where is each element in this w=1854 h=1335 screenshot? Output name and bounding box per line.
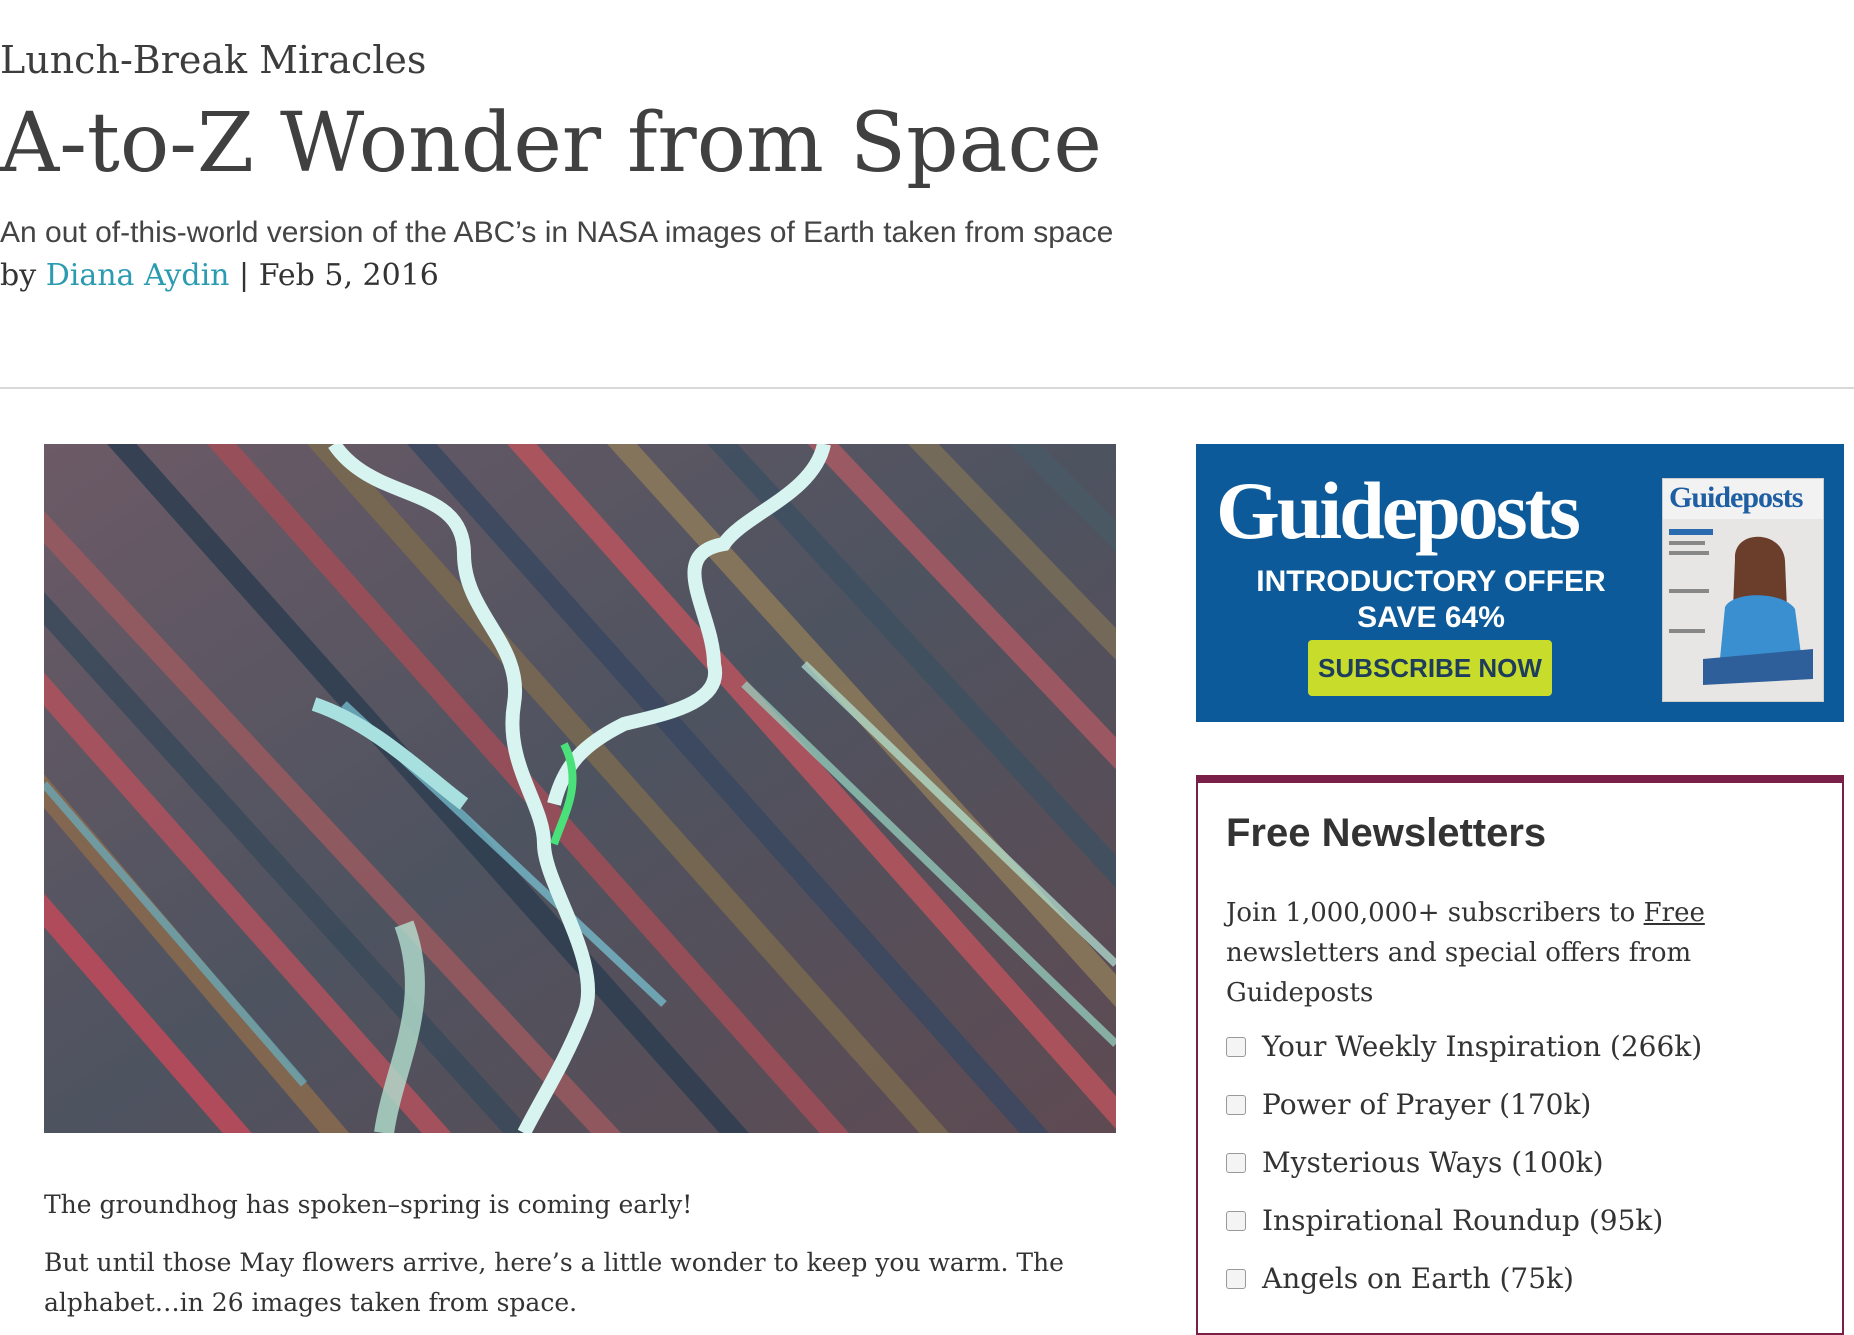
newsletter-desc-before: Join 1,000,000+ subscribers to (1226, 898, 1644, 928)
byline-separator: | (239, 258, 250, 293)
article-paragraph-1: The groundhog has spoken–spring is coming early! (44, 1190, 693, 1219)
newsletter-signup-box (1196, 775, 1844, 1335)
subscribe-now-button[interactable]: SUBSCRIBE NOW (1308, 640, 1552, 696)
newsletter-checkbox[interactable] (1226, 1153, 1246, 1173)
newsletter-option-label: Angels on Earth (75k) (1262, 1262, 1574, 1295)
article-paragraph-2: But until those May flowers arrive, here’s a little wonder to keep you warm. The alphabet…in 26 images taken from space. (44, 1248, 1064, 1317)
newsletter-option-angels-on-earth[interactable] (1226, 1259, 1574, 1299)
newsletter-checkbox[interactable] (1226, 1269, 1246, 1289)
newsletter-option-mysterious-ways[interactable] (1226, 1143, 1604, 1183)
byline-by: by (0, 258, 37, 293)
newsletter-heading: Free Newsletters (1226, 811, 1547, 855)
newsletter-option-inspirational-roundup[interactable] (1226, 1201, 1663, 1241)
newsletter-option-label: Inspirational Roundup (95k) (1262, 1204, 1664, 1237)
publish-date: Feb 5, 2016 (258, 258, 439, 293)
magazine-cover-person-image (1663, 479, 1823, 701)
ad-offer-line2: SAVE 64% (1357, 601, 1505, 634)
page-title: A-to-Z Wonder from Space (0, 96, 1102, 191)
page-subtitle: An out of-this-world version of the ABC’s in NASA images of Earth taken from space (0, 216, 1114, 249)
author-link[interactable]: Diana Aydin (45, 258, 230, 293)
magazine-cover-image (1662, 478, 1824, 702)
newsletter-option-label: Mysterious Ways (100k) (1262, 1146, 1604, 1179)
newsletter-checkbox[interactable] (1226, 1095, 1246, 1115)
newsletter-option-label: Your Weekly Inspiration (266k) (1262, 1030, 1703, 1063)
ad-offer-line1: INTRODUCTORY OFFER (1256, 565, 1606, 598)
ad-brand-logo: Guideposts (1216, 465, 1578, 556)
newsletter-checkbox[interactable] (1226, 1211, 1246, 1231)
newsletter-free-link[interactable]: Free (1643, 898, 1705, 928)
newsletter-option-power-of-prayer[interactable] (1226, 1085, 1591, 1125)
byline (0, 258, 1640, 293)
subscription-ad[interactable] (1196, 444, 1844, 722)
newsletter-description (1226, 893, 1746, 1013)
ad-offer-text (1196, 564, 1666, 636)
header-divider (0, 387, 1854, 389)
newsletter-checkbox[interactable] (1226, 1037, 1246, 1057)
newsletter-option-label: Power of Prayer (170k) (1262, 1088, 1592, 1121)
hero-satellite-image (44, 444, 1116, 1133)
satellite-terrain-graphic (44, 444, 1116, 1133)
magazine-cover-title: Guideposts (1669, 481, 1803, 514)
category-kicker[interactable]: Lunch-Break Miracles (0, 38, 427, 82)
newsletter-desc-after: newsletters and special offers from Guideposts (1226, 938, 1692, 1008)
newsletter-option-weekly-inspiration[interactable] (1226, 1027, 1702, 1067)
